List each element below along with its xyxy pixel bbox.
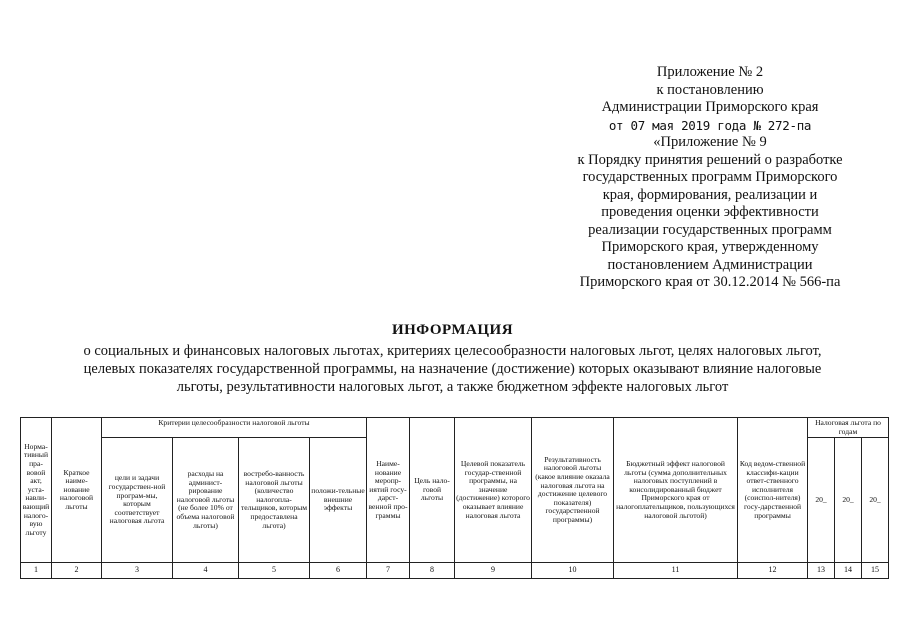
header-order-line-3: края, формирования, реализации и — [602, 186, 818, 203]
header-order-line-2: государственных программ Приморского — [582, 169, 838, 185]
col-header-measures: Наиме-нование меропр-иятий госу-дарст-венной про-граммы — [367, 418, 410, 563]
subtitle-line-3: льготы, результативности налоговых льгот, а также бюджетном эффекте налоговых льгот — [176, 379, 729, 395]
header-order-line-1: к Порядку принятия решений о разработке — [577, 151, 843, 168]
header-resolution-date: от 07 мая 2019 года № 272-па — [608, 117, 812, 133]
header-order-line-6: Приморского края, утвержденному — [601, 239, 819, 255]
document-title: ИНФОРМАЦИЯ — [391, 322, 514, 338]
col-header-dept-code: Код ведом-ственной классифи-кации ответ-ственного исполнителя (соиспол-нителя) госу-дарственной программы — [738, 418, 808, 563]
col-number: 3 — [102, 563, 173, 579]
header-to-resolution: к постановлению — [656, 81, 764, 98]
col-header-crit-goals: цели и задачи государствен-ной програм-мы, которым соответствует налоговая льгота — [102, 438, 173, 563]
col-header-year-2: 20_ — [835, 438, 862, 563]
col-header-target-indicator: Целевой показатель государ-ственной программы, на значение (достижение) которого оказывает влияние налоговая льгота — [455, 418, 532, 563]
col-header-short-name: Краткое наиме-нование налоговой льготы — [52, 418, 102, 563]
col-header-goal: Цель нало-говой льготы — [410, 418, 455, 563]
col-header-criteria: Критерии целесообразности налоговой льготы — [102, 418, 367, 438]
col-number: 4 — [173, 563, 239, 579]
subtitle-line-2: целевых показателях государственной программы, на назначение (достижение) которых оказывают влияние налоговые — [83, 361, 822, 377]
table-number-row — [21, 563, 889, 579]
col-number: 2 — [52, 563, 102, 579]
header-appendix-9: «Приложение № 9 — [653, 134, 767, 150]
col-number: 11 — [614, 563, 738, 579]
col-number: 15 — [862, 563, 889, 579]
col-number: 6 — [310, 563, 367, 579]
header-order-line-7: постановлением Администрации — [607, 256, 813, 273]
header-administration: Администрации Приморского края — [601, 99, 819, 115]
col-number: 14 — [835, 563, 862, 579]
col-number: 7 — [367, 563, 410, 579]
col-header-year-1: 20_ — [808, 438, 835, 563]
header-appendix: Приложение № 2 — [656, 64, 764, 80]
header-order-line-4: проведения оценки эффективности — [601, 204, 819, 220]
header-order-line-8: Приморского края от 30.12.2014 № 566-па — [579, 274, 841, 290]
col-number: 9 — [455, 563, 532, 579]
col-header-budget-effect: Бюджетный эффект налоговой льготы (сумма дополнительных налоговых поступлений в консолидированный бюджет Приморского края от налогоплательщиков, пользующихся налоговой льготой) — [614, 418, 738, 563]
col-number: 8 — [410, 563, 455, 579]
col-number: 5 — [239, 563, 310, 579]
col-header-crit-expenses: расходы на админист-рирование налоговой льготы (не более 10% от объема налоговой льготы) — [173, 438, 239, 563]
document-header — [540, 64, 880, 292]
col-header-effectiveness: Результативность налоговой льготы (какое влияние оказала налоговая льгота на достижение целевого показателя) государственной программы) — [532, 418, 614, 563]
table-header-row-1 — [21, 418, 889, 438]
col-header-year-3: 20_ — [862, 438, 889, 563]
tax-benefits-table — [20, 417, 889, 579]
col-header-crit-demand: востребо-ванность налоговой льготы (количество налогопла-тельщиков, которым предоставлена льгота) — [239, 438, 310, 563]
col-number: 1 — [21, 563, 52, 579]
col-header-years: Налоговая льгота по годам — [808, 418, 889, 438]
subtitle-line-1: о социальных и финансовых налоговых льготах, критериях целесообразности налоговых льгот, целях налоговых льгот, — [83, 343, 822, 359]
col-number: 12 — [738, 563, 808, 579]
header-order-line-5: реализации государственных программ — [588, 221, 832, 238]
col-header-crit-effects: положи-тельные внешние эффекты — [310, 438, 367, 563]
col-number: 10 — [532, 563, 614, 579]
col-number: 13 — [808, 563, 835, 579]
col-header-npa: Норма-тивный пра-вовой акт, уста-навли-вающий налого-вую льготу — [21, 418, 52, 563]
document-subtitle — [30, 342, 875, 396]
